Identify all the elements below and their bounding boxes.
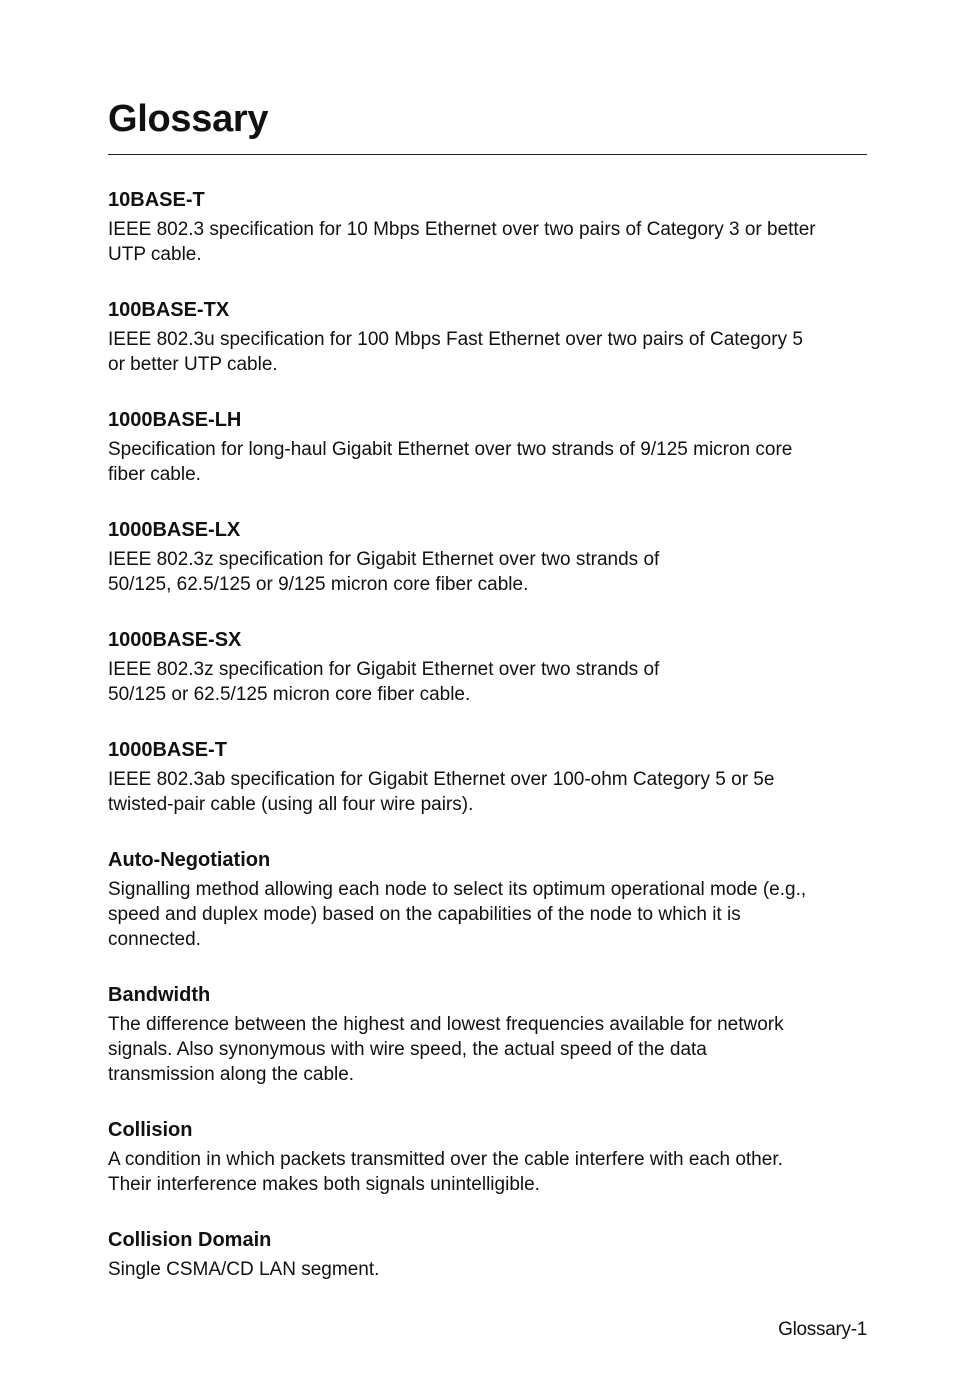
glossary-term: 1000BASE-T: [108, 739, 227, 761]
glossary-entry: [108, 186, 868, 267]
glossary-list: [108, 186, 868, 1311]
glossary-definition: A condition in which packets transmitted over the cable interfere with each other. Their interference makes both signals unintelligible.: [108, 1149, 783, 1195]
glossary-definition: The difference between the highest and lowest frequencies available for network signals. Also synonymous with wire speed, the actual speed of the data transmission along the cable.: [108, 1014, 784, 1085]
glossary-entry: [108, 516, 868, 597]
glossary-term: Bandwidth: [108, 984, 211, 1006]
page-title: Glossary: [108, 98, 269, 140]
glossary-definition: Signalling method allowing each node to select its optimum operational mode (e.g., speed and duplex mode) based on the capabilities of the node to which it is connected.: [108, 879, 807, 950]
glossary-term: 1000BASE-LH: [108, 409, 242, 431]
glossary-entry: [108, 1226, 868, 1282]
glossary-entry: [108, 296, 868, 377]
glossary-term: Collision: [108, 1119, 193, 1141]
glossary-term: 100BASE-TX: [108, 299, 230, 321]
glossary-term: 1000BASE-SX: [108, 629, 242, 651]
glossary-entry: [108, 626, 868, 707]
glossary-entry: [108, 736, 868, 817]
glossary-term: Collision Domain: [108, 1229, 272, 1251]
glossary-term: 10BASE-T: [108, 189, 205, 211]
glossary-term: 1000BASE-LX: [108, 519, 241, 541]
glossary-definition: IEEE 802.3z specification for Gigabit Ethernet over two strands of 50/125, 62.5/125 or 9/125 micron core fiber cable.: [108, 549, 660, 595]
glossary-definition: Specification for long-haul Gigabit Ethernet over two strands of 9/125 micron core fiber cable.: [108, 439, 793, 485]
glossary-definition: IEEE 802.3u specification for 100 Mbps Fast Ethernet over two pairs of Category 5 or better UTP cable.: [108, 329, 803, 375]
glossary-term: Auto-Negotiation: [108, 849, 271, 871]
title-divider: [108, 154, 867, 155]
glossary-entry: [108, 406, 868, 487]
glossary-entry: [108, 981, 868, 1087]
glossary-definition: IEEE 802.3z specification for Gigabit Ethernet over two strands of 50/125 or 62.5/125 micron core fiber cable.: [108, 659, 660, 705]
page-number: Glossary-1: [778, 1319, 867, 1340]
glossary-entry: [108, 1116, 868, 1197]
glossary-entry: [108, 846, 868, 952]
glossary-definition: IEEE 802.3ab specification for Gigabit Ethernet over 100-ohm Category 5 or 5e twisted-pair cable (using all four wire pairs).: [108, 769, 775, 815]
glossary-definition: IEEE 802.3 specification for 10 Mbps Ethernet over two pairs of Category 3 or better UTP cable.: [108, 219, 816, 265]
glossary-definition: Single CSMA/CD LAN segment.: [108, 1259, 380, 1280]
